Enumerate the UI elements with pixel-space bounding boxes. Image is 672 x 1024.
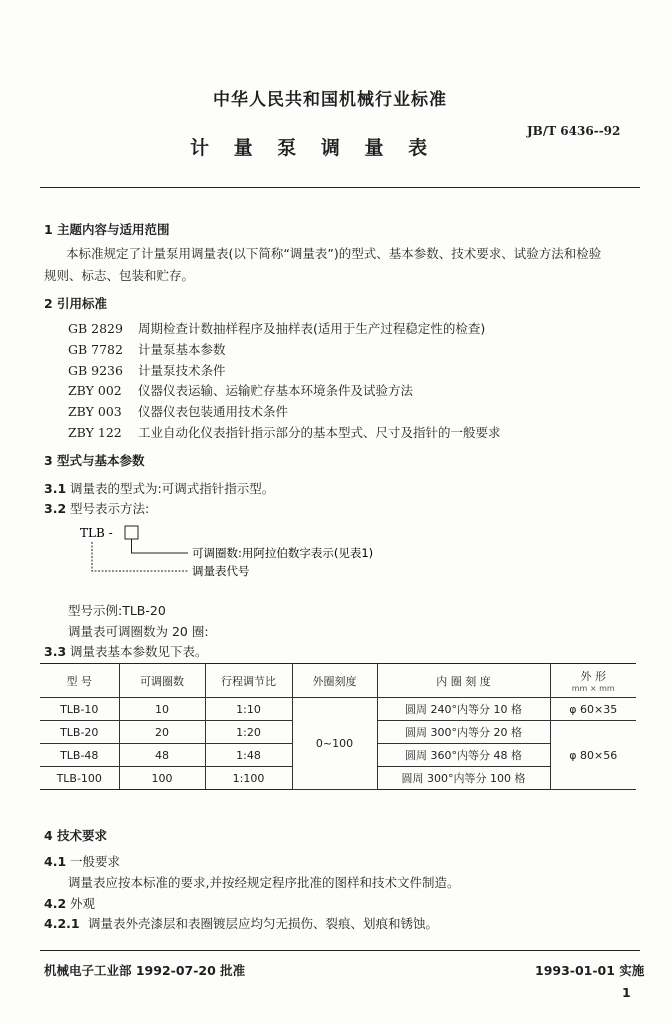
cell-shape: φ 80×56 bbox=[550, 721, 636, 790]
cell-ratio: 1:20 bbox=[205, 721, 292, 744]
reference-item: ZBY 003 仪器仪表包装通用技术条件 bbox=[68, 404, 289, 419]
clause-4-1-text: 调量表应按本标准的要求,并按经规定程序批准的图样和技术文件制造。 bbox=[68, 875, 460, 890]
cell-model: TLB-48 bbox=[40, 744, 119, 767]
model-example: 型号示例:TLB-20 bbox=[68, 603, 166, 618]
section-3-heading: 3 型式与基本参数 bbox=[44, 453, 145, 468]
cell-inner-scale: 圆周 240°内等分 10 格 bbox=[377, 698, 550, 721]
cell-outer-scale: 0~100 bbox=[292, 698, 377, 790]
cell-turns: 10 bbox=[119, 698, 205, 721]
cell-shape: φ 60×35 bbox=[550, 698, 636, 721]
clause-3-1: 3.1 调量表的型式为:可调式指针指示型。 bbox=[44, 481, 275, 496]
section-1-para-line2: 规则、标志、包装和贮存。 bbox=[44, 268, 195, 283]
header-rule bbox=[40, 187, 640, 188]
issuing-organization: 中华人民共和国机械行业标准 bbox=[213, 90, 447, 110]
cell-ratio: 1:48 bbox=[205, 744, 292, 767]
model-designation-diagram bbox=[80, 522, 440, 582]
effective-date: 1993-01-01 实施 bbox=[535, 963, 645, 978]
diagram-label-turns: 可调圈数:用阿拉伯数字表示(见表1) bbox=[192, 546, 374, 560]
basic-parameters-table bbox=[40, 663, 636, 790]
section-2-heading: 2 引用标准 bbox=[44, 296, 108, 311]
reference-item: GB 9236 计量泵技术条件 bbox=[68, 363, 226, 378]
cell-model: TLB-100 bbox=[40, 767, 119, 790]
table-row bbox=[40, 698, 636, 721]
reference-item: ZBY 002 仪器仪表运输、运输贮存基本环境条件及试验方法 bbox=[68, 383, 414, 398]
clause-4-1: 4.1 一般要求 bbox=[44, 854, 121, 869]
cell-turns: 100 bbox=[119, 767, 205, 790]
model-example-description: 调量表可调圈数为 20 圈: bbox=[68, 624, 209, 639]
diagram-label-code: 调量表代号 bbox=[192, 564, 250, 578]
header-inner-scale: 内 圈 刻 度 bbox=[377, 664, 550, 698]
diagram-leader-2 bbox=[92, 542, 188, 571]
reference-item: GB 7782 计量泵基本参数 bbox=[68, 342, 226, 357]
header-shape: 外 形 mm × mm bbox=[550, 664, 636, 698]
cell-turns: 20 bbox=[119, 721, 205, 744]
cell-ratio: 1:10 bbox=[205, 698, 292, 721]
document-title: 计 量 泵 调 量 表 bbox=[190, 137, 437, 159]
clause-4-2-1: 4.2.1 调量表外壳漆层和表圈镀层应均匀无损伤、裂痕、划痕和锈蚀。 bbox=[44, 916, 439, 931]
table-header-row bbox=[40, 664, 636, 698]
approval-line: 机械电子工业部 1992-07-20 批准 bbox=[44, 963, 246, 978]
cell-ratio: 1:100 bbox=[205, 767, 292, 790]
cell-model: TLB-10 bbox=[40, 698, 119, 721]
header-model: 型 号 bbox=[40, 664, 119, 698]
diagram-code: TLB - bbox=[80, 526, 113, 540]
header-outer-scale: 外圈刻度 bbox=[292, 664, 377, 698]
header-turns: 可调圈数 bbox=[119, 664, 205, 698]
diagram-leader-1 bbox=[132, 539, 189, 553]
page-number: 1 bbox=[622, 985, 631, 1000]
reference-item: GB 2829 周期检查计数抽样程序及抽样表(适用于生产过程稳定性的检查) bbox=[68, 321, 486, 336]
section-1-heading: 1 主题内容与适用范围 bbox=[44, 222, 170, 237]
diagram-box bbox=[125, 526, 138, 539]
cell-model: TLB-20 bbox=[40, 721, 119, 744]
clause-3-2: 3.2 型号表示方法: bbox=[44, 501, 150, 516]
cell-turns: 48 bbox=[119, 744, 205, 767]
clause-4-2: 4.2 外观 bbox=[44, 896, 96, 911]
cell-inner-scale: 圆周 300°内等分 20 格 bbox=[377, 721, 550, 744]
cell-inner-scale: 圆周 360°内等分 48 格 bbox=[377, 744, 550, 767]
section-1-para-line1: 本标准规定了计量泵用调量表(以下简称“调量表”)的型式、基本参数、技术要求、试验方法和检验 bbox=[66, 246, 602, 261]
standard-number: JB/T 6436--92 bbox=[527, 124, 621, 138]
cell-inner-scale: 圆周 300°内等分 100 格 bbox=[377, 767, 550, 790]
footer-rule bbox=[40, 950, 640, 951]
reference-item: ZBY 122 工业自动化仪表指针指示部分的基本型式、尺寸及指针的一般要求 bbox=[68, 425, 501, 440]
section-4-heading: 4 技术要求 bbox=[44, 828, 108, 843]
clause-3-3: 3.3 调量表基本参数见下表。 bbox=[44, 644, 208, 659]
header-ratio: 行程调节比 bbox=[205, 664, 292, 698]
